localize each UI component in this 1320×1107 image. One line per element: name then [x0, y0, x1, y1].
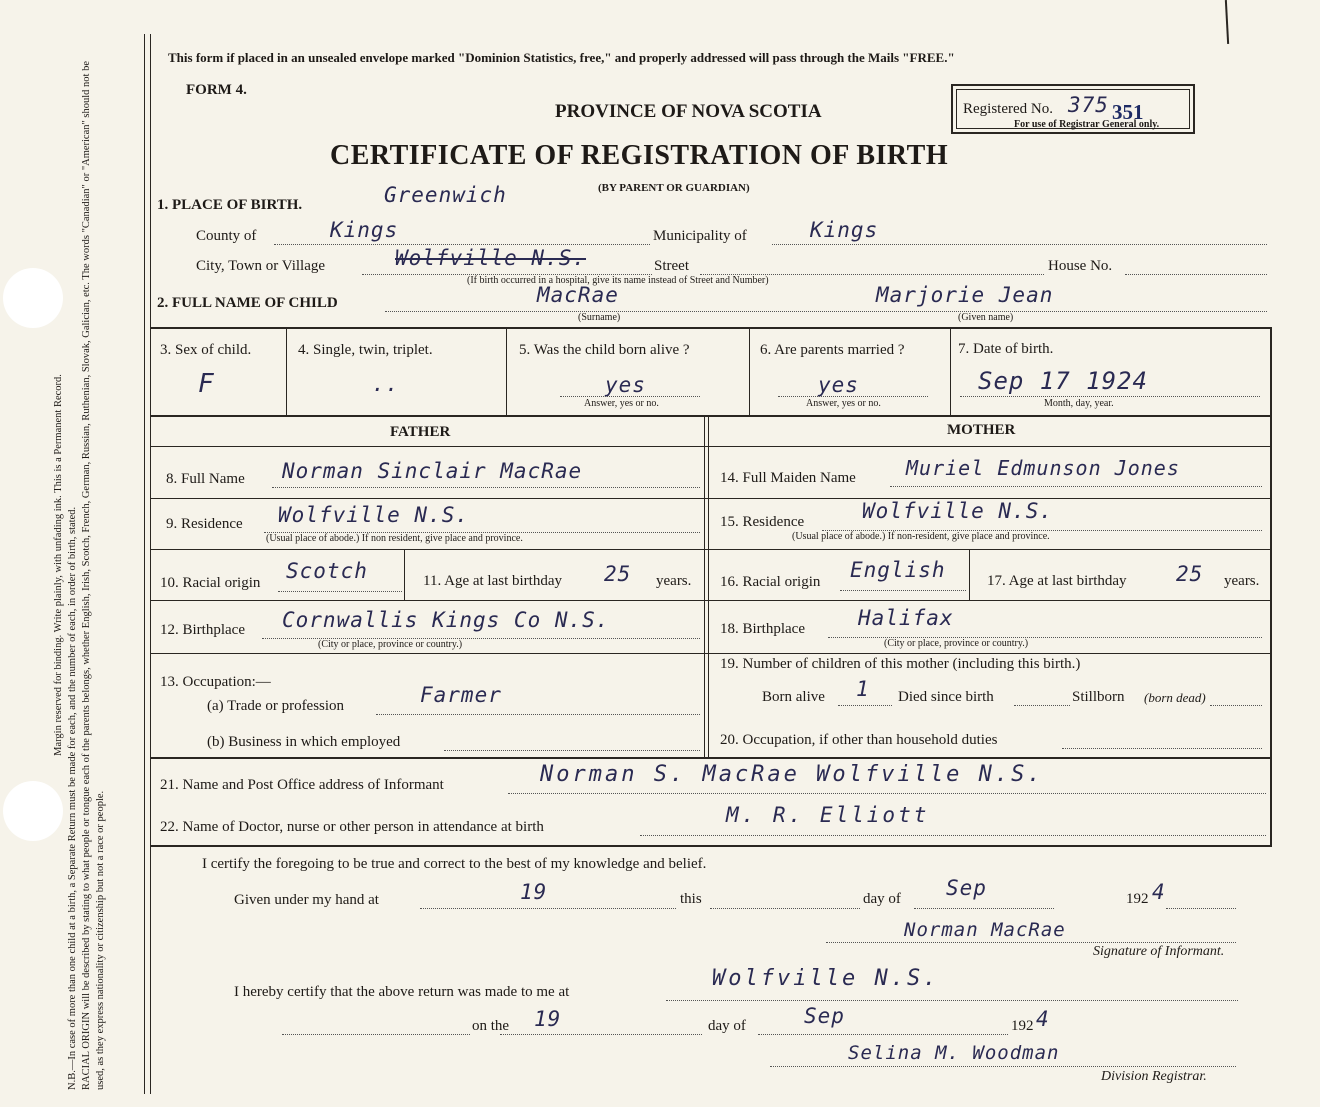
informant-label: 21. Name and Post Office address of Informant: [160, 777, 444, 793]
certify-statement: I certify the foregoing to be true and correct to the best of my knowledge and belief.: [202, 856, 707, 872]
registrar-place-value: Wolfville N.S.: [712, 966, 940, 991]
given-year-prefix: 192: [1126, 891, 1149, 907]
dob-value: Sep 17 1924: [978, 367, 1148, 395]
parents-married-note: Answer, yes or no.: [806, 398, 881, 409]
father-birthplace-value: Cornwallis Kings Co N.S.: [282, 608, 610, 632]
mother-race-value: English: [850, 558, 946, 582]
racial-note: RACIAL ORIGIN will be described by stating to what people or tongue each of the parents belongs, whether English, Irish, Scotch, French, German, Russian, Ruthenian, Slovak, Galician, etc. The words "Canadian" or "American" should not be used, as they express nationality or citizenship but not a race or people.: [81, 61, 106, 1090]
given-name-caption: (Given name): [958, 312, 1014, 323]
margin-rule: [150, 34, 151, 1094]
doctor-value: M. R. Elliott: [726, 803, 930, 827]
side-margin-text: [52, 40, 142, 1090]
plurality-label: 4. Single, twin, triplet.: [298, 342, 433, 358]
informant-signature-label: Signature of Informant.: [1093, 944, 1225, 959]
registrar-year-digit: 4: [1036, 1007, 1050, 1031]
mother-years-label: years.: [1224, 573, 1260, 589]
father-years-label: years.: [656, 573, 692, 589]
street-label: Street: [654, 258, 689, 274]
province-title: PROVINCE OF NOVA SCOTIA: [555, 101, 822, 122]
father-birthplace-label: 12. Birthplace: [160, 622, 245, 638]
house-label: House No.: [1048, 258, 1113, 274]
father-residence-value: Wolfville N.S.: [278, 503, 470, 527]
municipality-value: Kings: [810, 218, 879, 242]
mother-name-label: 14. Full Maiden Name: [720, 470, 856, 486]
father-name-label: 8. Full Name: [166, 471, 245, 487]
born-alive-count: 1: [856, 677, 870, 701]
given-under-hand-label: Given under my hand at: [234, 892, 379, 908]
nb-note: N.B.—In case of more than one child at a birth, a Separate Return must be made for each, and the number of each, in order of birth, stated.: [67, 506, 78, 1090]
father-heading: FATHER: [390, 424, 451, 440]
trade-label: (a) Trade or profession: [207, 698, 345, 714]
parents-married-value: yes: [818, 373, 859, 397]
dob-note: Month, day, year.: [1044, 398, 1114, 409]
doctor-label: 22. Name of Doctor, nurse or other person in attendance at birth: [160, 819, 544, 835]
father-race-value: Scotch: [286, 559, 368, 583]
city-value: Wolfville N.S.: [395, 246, 587, 270]
county-label: County of: [196, 228, 257, 244]
father-residence-note: (Usual place of abode.) If non resident, give place and province.: [266, 533, 523, 544]
registrar-day-value: 19: [534, 1007, 562, 1031]
place-value: Greenwich: [384, 183, 507, 207]
children-count-label: 19. Number of children of this mother (including this birth.): [720, 656, 1081, 672]
registrar-signature-label: Division Registrar.: [1101, 1069, 1207, 1084]
mother-name-value: Muriel Edmunson Jones: [906, 456, 1180, 480]
registrar-signature: Selina M. Woodman: [848, 1042, 1060, 1064]
informant-signature: Norman MacRae: [904, 919, 1066, 941]
stillborn-label: Stillborn: [1072, 689, 1125, 705]
registered-stamp: 351: [1112, 100, 1144, 124]
given-day-value: 19: [520, 880, 548, 904]
mother-birthplace-label: 18. Birthplace: [720, 621, 805, 637]
free-mail-notice: This form if placed in an unsealed envelope marked "Dominion Statistics, free," and properly addressed will pass through the Mails "FREE.": [168, 50, 955, 65]
form-number: FORM 4.: [186, 82, 247, 98]
registrar-day-of-label: day of: [708, 1018, 746, 1034]
top-right-rule: [1225, 0, 1229, 44]
given-month-value: Sep: [946, 876, 987, 900]
sex-value: F: [198, 369, 215, 399]
mother-race-label: 16. Racial origin: [720, 574, 821, 590]
business-label: (b) Business in which employed: [207, 734, 401, 750]
registrar-month-value: Sep: [804, 1004, 845, 1028]
dob-label: 7. Date of birth.: [958, 341, 1054, 357]
place-label: 1. PLACE OF BIRTH.: [157, 197, 303, 213]
given-year-digit: 4: [1152, 880, 1166, 904]
registered-label: Registered No.: [963, 101, 1053, 117]
county-value: Kings: [330, 218, 399, 242]
trade-value: Farmer: [420, 683, 502, 707]
father-race-label: 10. Racial origin: [160, 575, 261, 591]
child-surname: MacRae: [537, 283, 619, 307]
parents-married-label: 6. Are parents married ?: [760, 342, 905, 358]
mother-occupation-label: 20. Occupation, if other than household duties: [720, 732, 998, 748]
hospital-note: (If birth occurred in a hospital, give its name instead of Street and Number): [467, 275, 769, 286]
registrar-only-note: For use of Registrar General only.: [1014, 119, 1160, 130]
mother-age-value: 25: [1176, 562, 1204, 586]
informant-value: Norman S. MacRae Wolfville N.S.: [540, 762, 1044, 787]
died-since-birth-label: Died since birth: [898, 689, 994, 705]
born-alive-label: 5. Was the child born alive ?: [519, 342, 690, 358]
margin-rule: [144, 34, 145, 1094]
mother-residence-value: Wolfville N.S.: [862, 499, 1054, 523]
mother-residence-label: 15. Residence: [720, 514, 805, 530]
registrar-year-prefix: 192: [1011, 1018, 1034, 1034]
city-label: City, Town or Village: [196, 258, 326, 274]
sex-label: 3. Sex of child.: [160, 342, 252, 358]
occupation-label: 13. Occupation:—: [160, 674, 271, 690]
born-alive-count-label: Born alive: [762, 689, 825, 705]
mother-birthplace-note: (City or place, province or country.): [884, 638, 1029, 649]
certificate-title: CERTIFICATE OF REGISTRATION OF BIRTH: [330, 140, 949, 171]
born-alive-value: yes: [605, 373, 646, 397]
mother-age-label: 17. Age at last birthday: [987, 573, 1127, 589]
father-age-value: 25: [604, 562, 632, 586]
margin-note: Margin reserved for binding. Write plainly, with unfading ink. This is a Permanent Record.: [53, 374, 64, 756]
mother-residence-note: (Usual place of abode.) If non-resident, give place and province.: [792, 531, 1050, 542]
stillborn-note: (born dead): [1144, 690, 1206, 705]
certificate-subtitle: (BY PARENT OR GUARDIAN): [598, 182, 750, 194]
father-age-label: 11. Age at last birthday: [423, 573, 562, 589]
surname-caption: (Surname): [578, 312, 621, 323]
father-birthplace-note: (City or place, province or country.): [318, 639, 463, 650]
father-residence-label: 9. Residence: [166, 516, 243, 532]
child-given-name: Marjorie Jean: [876, 283, 1054, 307]
registrar-statement: I hereby certify that the above return was made to me at: [234, 984, 570, 1000]
municipality-label: Municipality of: [653, 228, 747, 244]
day-of-label: day of: [863, 891, 901, 907]
born-alive-note: Answer, yes or no.: [584, 398, 659, 409]
on-the-label: on the: [472, 1018, 510, 1034]
father-name-value: Norman Sinclair MacRae: [282, 459, 583, 483]
child-name-label: 2. FULL NAME OF CHILD: [157, 295, 338, 311]
mother-heading: MOTHER: [947, 422, 1016, 438]
this-label: this: [680, 891, 702, 907]
registered-hand: 375: [1068, 93, 1109, 117]
mother-birthplace-value: Halifax: [858, 606, 954, 630]
plurality-value: ..: [372, 372, 400, 396]
